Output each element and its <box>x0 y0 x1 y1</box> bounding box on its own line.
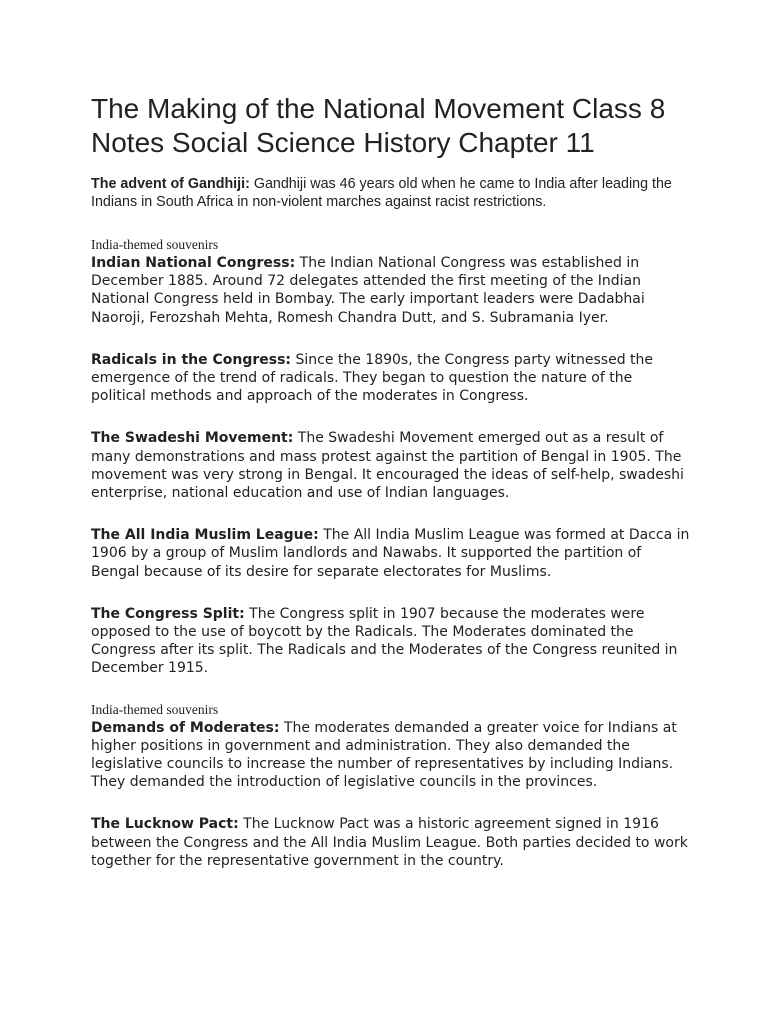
section-text: The Indian National Congress was established in December 1885. Around 72 delegates attended the first meeting of the Indian National Congress held in Bombay. The early important leaders were Dadabhai Naoroji, Ferozshah Mehta, Romesh Chandra Dutt, and S. Subramania Iyer. <box>91 255 645 326</box>
section-text: The Congress split in 1907 because the moderates were opposed to the use of boycott by the Radicals. The Moderates dominated the Congress after its split. The Radicals and the Moderates of the Congress reunited in December 1915. <box>91 605 678 677</box>
intro-heading: The advent of Gandhiji: <box>91 176 250 192</box>
section-paragraph <box>91 254 691 327</box>
section-paragraph <box>91 605 691 678</box>
page-title: The Making of the National Movement Class 8 Notes Social Science History Chapter 11 <box>91 93 666 158</box>
section-paragraph <box>91 429 691 502</box>
section-paragraph <box>91 719 691 792</box>
section-heading: Radicals in the Congress: <box>91 351 292 368</box>
section-text: Since the 1890s, the Congress party witnessed the emergence of the trend of radicals. They began to question the nature of the political methods and approach of the moderates in Congress. <box>91 351 654 405</box>
section-text: The Swadeshi Movement emerged out as a result of many demonstrations and mass protest against the partition of Bengal in 1905. The movement was very strong in Bengal. It encouraged the ideas of self-help, swadeshi enterprise, national education and use of Indian languages. <box>91 430 684 502</box>
section-text: The All India Muslim League was formed at Dacca in 1906 by a group of Muslim landlords and Nawabs. It supported the partition of Bengal because of its desire for separate electorates for Muslims. <box>91 527 690 580</box>
section-heading: Demands of Moderates: <box>91 719 280 736</box>
ad-label[interactable]: India-themed souvenirs <box>91 701 219 717</box>
section-heading: The Lucknow Pact: <box>91 816 239 833</box>
section-heading: The Congress Split: <box>91 605 245 622</box>
section-paragraph <box>91 351 691 406</box>
section-text: The moderates demanded a greater voice for Indians at higher positions in government and administration. They also demanded the legislative councils to increase the number of representatives by including Indians. They demanded the introduction of legislative councils in the provinces. <box>91 719 677 791</box>
section-paragraph <box>91 526 691 581</box>
section-text: The Lucknow Pact was a historic agreement signed in 1916 between the Congress and the All India Muslim League. Both parties decided to work together for the representative government in the country. <box>91 816 688 869</box>
intro-paragraph <box>91 175 691 211</box>
intro-text: Gandhiji was 46 years old when he came to India after leading the Indians in South Africa in non-violent marches against racist restrictions. <box>91 176 672 210</box>
section-heading: The All India Muslim League: <box>91 527 319 544</box>
section-paragraph <box>91 815 691 870</box>
section-heading: Indian National Congress: <box>91 255 296 271</box>
section-heading: The Swadeshi Movement: <box>91 430 294 447</box>
document-page <box>91 92 691 870</box>
ad-label[interactable]: India-themed souvenirs <box>91 237 219 252</box>
